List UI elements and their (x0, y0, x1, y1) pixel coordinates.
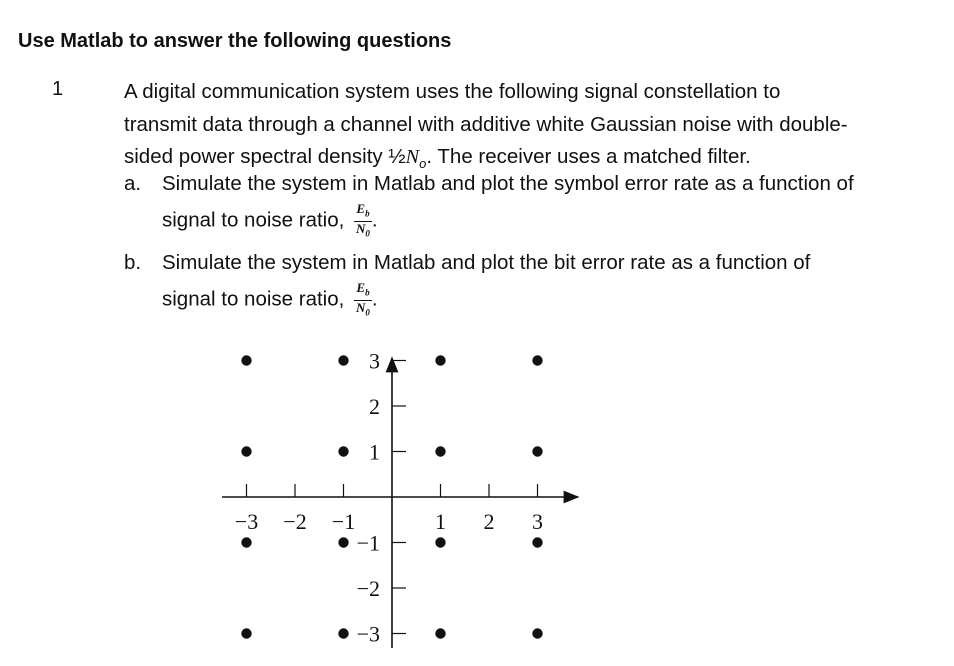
psd-prefix: sided power spectral density ½ (124, 145, 406, 168)
constellation-point (435, 537, 445, 547)
y-tick-label: −3 (356, 621, 380, 647)
y-tick-label: 1 (369, 439, 380, 465)
question-line-1: A digital communication system uses the following signal constellation to (124, 80, 781, 103)
y-tick-label: 3 (369, 348, 380, 374)
part-a-frac-num: E (356, 201, 366, 216)
part-a-label: a. (124, 172, 142, 195)
constellation-point (241, 446, 251, 456)
question-line-2: transmit data through a channel with additive white Gaussian noise with double- (124, 112, 848, 136)
constellation-point (338, 355, 348, 365)
part-b-frac-num-sub: b (365, 287, 370, 298)
constellation-point (532, 446, 542, 456)
x-tick-label: 1 (435, 509, 446, 534)
x-tick-label: −2 (283, 509, 307, 534)
question-number: 1 (52, 78, 64, 100)
part-a-period: . (371, 208, 378, 232)
constellation-point (338, 537, 348, 547)
constellation-point (241, 537, 251, 547)
constellation-point (532, 355, 542, 365)
part-a-text: Simulate the system in Matlab and plot the symbol error rate as a function of (162, 172, 854, 195)
part-b-frac-num: E (356, 280, 366, 295)
assignment-heading: Use Matlab to answer the following questions (18, 30, 452, 52)
psd-suffix: . The receiver uses a matched filter. (426, 145, 751, 168)
y-tick-label: 2 (369, 394, 380, 419)
constellation-point (435, 446, 445, 456)
part-a-frac-num-sub: b (365, 208, 370, 219)
part-a-snr-text: signal to noise ratio, (162, 208, 345, 232)
constellation-point (338, 628, 348, 638)
psd-subscript: o (419, 156, 427, 172)
part-b-frac-den: N (356, 299, 366, 315)
part-a-frac-den: N (356, 220, 366, 236)
psd-symbol: N (405, 146, 420, 168)
part-b-label: b. (124, 251, 142, 274)
part-b-text: Simulate the system in Matlab and plot the bit error rate as a function of (162, 251, 811, 274)
part-b-frac-den-sub: 0 (365, 307, 370, 318)
constellation-point (241, 628, 251, 638)
x-tick-label: −3 (234, 509, 259, 534)
constellation-point (532, 537, 542, 547)
constellation-point (435, 628, 445, 638)
constellation-point (435, 355, 445, 365)
constellation-point (338, 446, 348, 456)
x-tick-label: 3 (532, 509, 543, 534)
constellation-point (241, 355, 251, 365)
constellation-point (532, 628, 542, 638)
part-a-frac-den-sub: 0 (365, 228, 370, 239)
x-tick-label: −1 (331, 509, 356, 534)
y-tick-label: −2 (356, 576, 380, 601)
x-tick-label: 2 (483, 509, 495, 534)
part-b-snr-text: signal to noise ratio, (162, 287, 345, 311)
part-b-period: . (371, 287, 378, 311)
y-tick-label: −1 (356, 530, 380, 556)
